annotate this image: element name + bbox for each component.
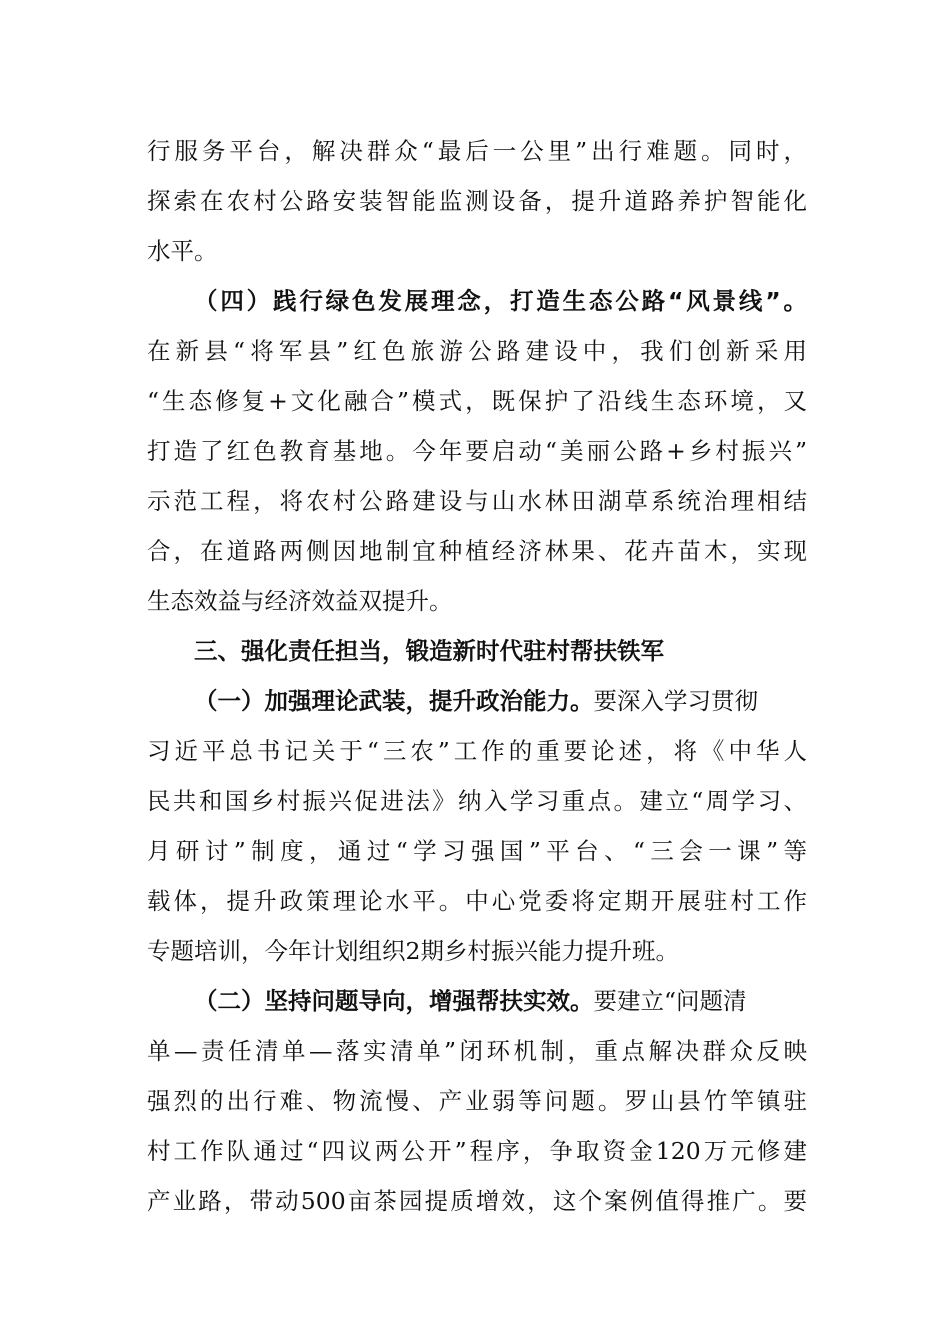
chapter-heading: 三、强化责任担当，锻造新时代驻村帮扶铁军	[194, 637, 664, 665]
body-line: 探索在农村公路安装智能监测设备，提升道路养护智能化	[147, 187, 807, 215]
body-line: 村工作队通过“四议两公开”程序，争取资金120万元修建	[147, 1137, 807, 1165]
body-line: 行服务平台，解决群众“最后一公里”出行难题。同时，	[147, 137, 807, 165]
section-heading: （一）加强理论武装，提升政治能力。	[194, 687, 594, 715]
body-line: 民共和国乡村振兴促进法》纳入学习重点。建立“周学习、	[147, 787, 807, 815]
body-line: 专题培训，今年计划组织2期乡村振兴能力提升班。	[147, 937, 679, 965]
body-line: 合，在道路两侧因地制宜种植经济林果、花卉苗木，实现	[147, 537, 807, 565]
body-line: 产业路，带动500亩茶园提质增效，这个案例值得推广。要	[147, 1187, 807, 1215]
body-line: “生态修复+文化融合”模式，既保护了沿线生态环境，又	[147, 387, 807, 415]
body-line: 水平。	[147, 237, 218, 265]
body-line: 单—责任清单—落实清单”闭环机制，重点解决群众反映	[147, 1037, 807, 1065]
body-line: 习近平总书记关于“三农”工作的重要论述，将《中华人	[147, 737, 807, 765]
paragraph-line	[194, 681, 894, 721]
body-line: 强烈的出行难、物流慢、产业弱等问题。罗山县竹竿镇驻	[147, 1087, 807, 1115]
paragraph-text: 要深入学习贯彻	[593, 687, 758, 715]
section-heading: （二）坚持问题导向，增强帮扶实效。	[194, 987, 594, 1015]
body-line: 示范工程，将农村公路建设与山水林田湖草系统治理相结	[147, 487, 807, 515]
body-line: 生态效益与经济效益双提升。	[147, 587, 453, 615]
paragraph-text: 要建立“问题清	[593, 987, 747, 1015]
paragraph-line	[194, 981, 894, 1021]
body-line: 在新县“将军县”红色旅游公路建设中，我们创新采用	[147, 337, 807, 365]
body-line: 载体，提升政策理论水平。中心党委将定期开展驻村工作	[147, 887, 807, 915]
body-line: 打造了红色教育基地。今年要启动“美丽公路+乡村振兴”	[147, 437, 807, 465]
body-line: 月研讨”制度，通过“学习强国”平台、“三会一课”等	[147, 837, 807, 865]
section-heading: （四）践行绿色发展理念，打造生态公路“风景线”。	[194, 287, 807, 315]
